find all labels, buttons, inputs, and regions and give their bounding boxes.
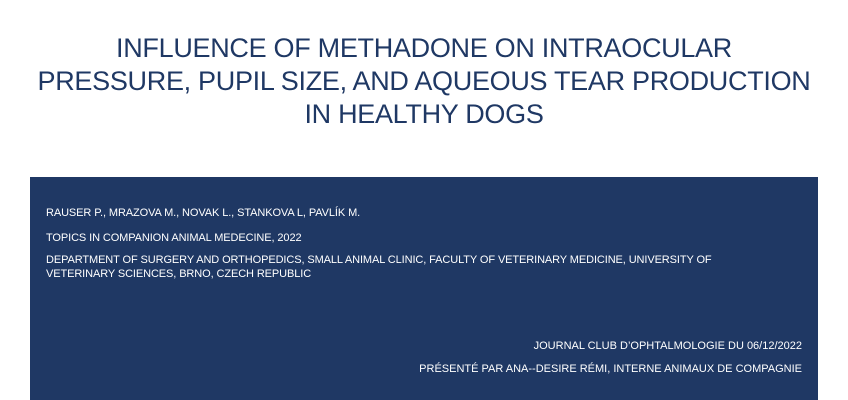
affiliation-text: DEPARTMENT OF SURGERY AND ORTHOPEDICS, SMALL ANIMAL CLINIC, FACULTY OF VETERINARY MEDICINE, UNIVERSITY OF VETERINARY SCIENCES, BRNO, CZECH REPUBLIC [46, 254, 712, 280]
journal-text: TOPICS IN COMPANION ANIMAL MEDECINE, 2022 [46, 232, 302, 244]
journal-club-text: JOURNAL CLUB D’OPHTALMOLOGIE DU 06/12/2022 [533, 340, 802, 352]
title-line-3: IN HEALTHY DOGS [304, 99, 544, 129]
info-panel [30, 177, 818, 400]
title-line-2: PRESSURE, PUPIL SIZE, AND AQUEOUS TEAR PRODUCTION [37, 66, 811, 96]
presenter-text: PRÉSENTÉ PAR ANA--DESIRE RÉMI, INTERNE ANIMAUX DE COMPAGNIE [419, 363, 802, 375]
slide-title [0, 32, 848, 131]
title-line-1: INFLUENCE OF METHADONE ON INTRAOCULAR [116, 33, 732, 63]
authors-text: RAUSER P., MRAZOVA M., NOVAK L., STANKOVA L, PAVLÍK M. [46, 207, 361, 219]
